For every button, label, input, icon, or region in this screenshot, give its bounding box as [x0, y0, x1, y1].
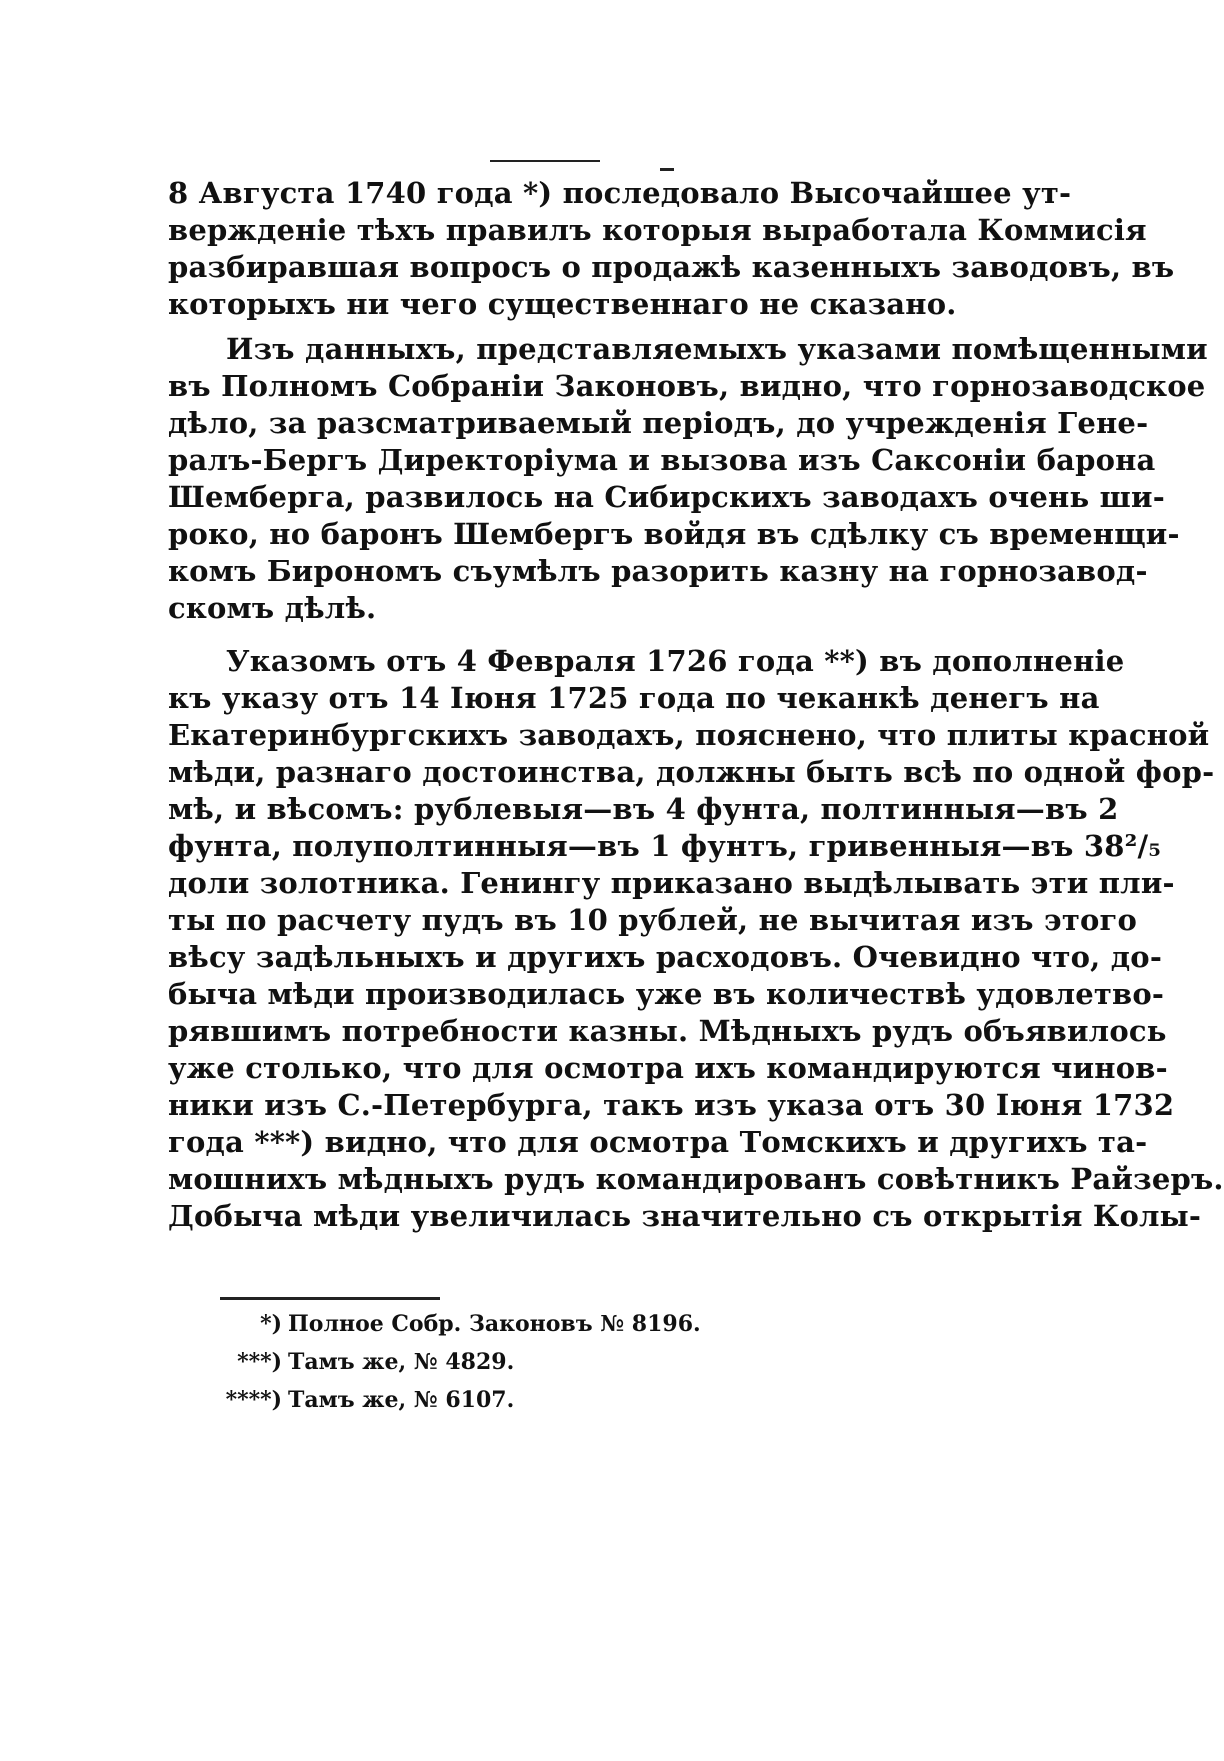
- footnote: [222, 1343, 642, 1381]
- body-text: [168, 175, 1224, 1235]
- text-line: Екатеринбургскихъ заводахъ, пояснено, что плиты красной: [168, 718, 1210, 752]
- footnote-text: Полное Собр. Законовъ № 8196.: [288, 1311, 701, 1337]
- text-line: мѣ, и вѣсомъ: рублевыя—въ 4 фунта, полтинныя—въ 2: [168, 792, 1119, 826]
- header-dash: [660, 168, 674, 171]
- text-line: ралъ-Бергъ Директоріума и вызова изъ Саксоніи барона: [168, 443, 1156, 477]
- paragraph-3: [168, 643, 1224, 1235]
- footnote-text: Тамъ же, № 6107.: [288, 1387, 515, 1413]
- text-line: года ***) видно, что для осмотра Томскихъ и другихъ та-: [168, 1125, 1148, 1159]
- text-line: разбиравшая вопросъ о продажѣ казенныхъ заводовъ, въ: [168, 250, 1175, 284]
- paragraph-2: [168, 331, 1208, 627]
- text-line: которыхъ ни чего существеннаго не сказано.: [168, 287, 957, 321]
- footnote-mark: ****): [225, 1387, 282, 1413]
- footnote-mark: ***): [237, 1349, 282, 1375]
- text-line: въ Полномъ Собраніи Законовъ, видно, что горнозаводское: [168, 369, 1206, 403]
- text-line: къ указу отъ 14 Іюня 1725 года по чеканкѣ денегъ на: [168, 681, 1100, 715]
- text-line: мошнихъ мѣдныхъ рудъ командированъ совѣтникъ Райзеръ.: [168, 1162, 1224, 1196]
- text-line: Шемберга, развилось на Сибирскихъ заводахъ очень ши-: [168, 480, 1165, 514]
- text-line: Добыча мѣди увеличилась значительно съ открытія Колы-: [168, 1199, 1202, 1233]
- text-line: фунта, полуполтинныя—въ 1 фунтъ, гривенныя—въ 38²/₅: [168, 829, 1162, 863]
- text-line: мѣди, разнаго достоинства, должны быть всѣ по одной фор-: [168, 755, 1215, 789]
- text-line: 8 Августа 1740 года *) последовало Высочайшее ут-: [168, 176, 1072, 210]
- text-line: Указомъ отъ 4 Февраля 1726 года **) въ дополненіе: [226, 644, 1125, 678]
- text-line: ты по расчету пудъ въ 10 рублей, не вычитая изъ этого: [168, 903, 1138, 937]
- footnote: [222, 1305, 701, 1343]
- footnotes: [222, 1305, 701, 1419]
- text-line: вѣсу задѣльныхъ и другихъ расходовъ. Очевидно что, до-: [168, 940, 1163, 974]
- text-line: дѣло, за разсматриваемый періодъ, до учрежденія Гене-: [168, 406, 1149, 440]
- text-line: быча мѣди производилась уже въ количествѣ удовлетво-: [168, 977, 1165, 1011]
- footnote-separator: [220, 1297, 440, 1300]
- footnote-mark: *): [260, 1311, 282, 1337]
- footnote: [222, 1381, 642, 1419]
- text-line: комъ Бирономъ съумѣлъ разорить казну на горнозавод-: [168, 554, 1148, 588]
- text-line: доли золотника. Генингу приказано выдѣлывать эти пли-: [168, 866, 1175, 900]
- text-line: рявшимъ потребности казны. Мѣдныхъ рудъ объявилось: [168, 1014, 1167, 1048]
- header-rule: [490, 160, 600, 162]
- text-line: ники изъ С.-Петербурга, такъ изъ указа отъ 30 Іюня 1732: [168, 1088, 1175, 1122]
- text-line: скомъ дѣлѣ.: [168, 591, 377, 625]
- text-line: Изъ данныхъ, представляемыхъ указами помѣщенными: [226, 332, 1208, 366]
- text-line: уже столько, что для осмотра ихъ командируются чинов-: [168, 1051, 1168, 1085]
- text-line: вержденіе тѣхъ правилъ которыя выработала Коммисія: [168, 213, 1147, 247]
- text-line: роко, но баронъ Шембергъ войдя въ сдѣлку съ временщи-: [168, 517, 1180, 551]
- paragraph-1: [168, 175, 1175, 323]
- footnote-text: Тамъ же, № 4829.: [288, 1349, 515, 1375]
